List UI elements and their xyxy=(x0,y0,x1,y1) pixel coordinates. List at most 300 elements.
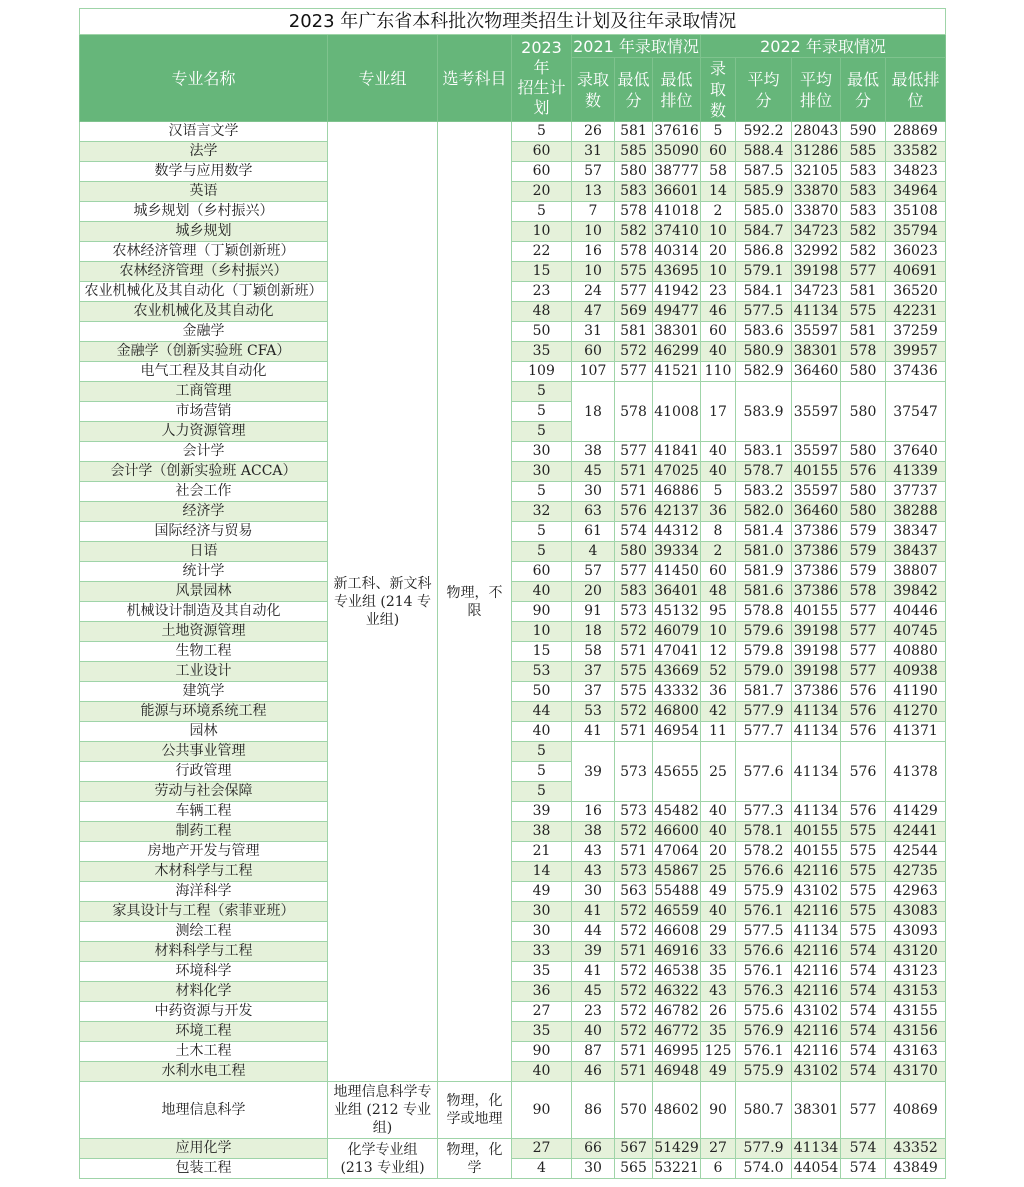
cell-2021-min-score: 574 xyxy=(615,522,653,542)
cell-2021-min-rank: 46600 xyxy=(653,822,701,842)
table-row xyxy=(80,902,946,922)
cell-2021-min-rank: 45482 xyxy=(653,802,701,822)
cell-2022-avg-score: 583.9 xyxy=(736,382,792,442)
cell-2022-avg-rank: 39198 xyxy=(792,642,841,662)
cell-2022-avg-rank: 31286 xyxy=(792,142,841,162)
cell-2022-admitted: 60 xyxy=(701,142,736,162)
cell-2022-min-rank: 35794 xyxy=(886,222,946,242)
cell-major: 城乡规划（乡村振兴） xyxy=(80,202,328,222)
cell-2022-min-rank: 42544 xyxy=(886,842,946,862)
cell-2022-avg-score: 586.8 xyxy=(736,242,792,262)
cell-2021-min-rank: 46538 xyxy=(653,962,701,982)
cell-plan-2023: 5 xyxy=(512,122,572,142)
table-row xyxy=(80,662,946,682)
cell-2022-min-score: 576 xyxy=(841,722,886,742)
header-major: 专业名称 xyxy=(80,35,328,122)
table-row xyxy=(80,842,946,862)
cell-2022-avg-rank: 41134 xyxy=(792,802,841,822)
cell-2021-min-rank: 46995 xyxy=(653,1042,701,1062)
cell-2021-admitted: 45 xyxy=(572,982,615,1002)
cell-2021-admitted: 18 xyxy=(572,382,615,442)
cell-2022-min-rank: 41371 xyxy=(886,722,946,742)
cell-plan-2023: 39 xyxy=(512,802,572,822)
cell-2022-min-score: 574 xyxy=(841,1002,886,1022)
cell-major: 统计学 xyxy=(80,562,328,582)
cell-2022-avg-score: 588.4 xyxy=(736,142,792,162)
cell-2022-avg-score: 583.1 xyxy=(736,442,792,462)
cell-2022-min-rank: 43093 xyxy=(886,922,946,942)
table-row xyxy=(80,542,946,562)
cell-2021-min-rank: 43669 xyxy=(653,662,701,682)
table-row xyxy=(80,1002,946,1022)
cell-2021-min-score: 572 xyxy=(615,902,653,922)
cell-major: 电气工程及其自动化 xyxy=(80,362,328,382)
cell-major: 日语 xyxy=(80,542,328,562)
cell-2022-avg-rank: 32992 xyxy=(792,242,841,262)
cell-2021-min-score: 572 xyxy=(615,622,653,642)
cell-2022-min-rank: 41378 xyxy=(886,742,946,802)
cell-plan-2023: 5 xyxy=(512,422,572,442)
cell-2022-min-score: 574 xyxy=(841,1022,886,1042)
cell-2022-min-rank: 40691 xyxy=(886,262,946,282)
cell-2022-avg-rank: 43102 xyxy=(792,1062,841,1082)
cell-2022-admitted: 40 xyxy=(701,802,736,822)
cell-2021-min-score: 573 xyxy=(615,602,653,622)
cell-2021-min-score: 581 xyxy=(615,122,653,142)
cell-2022-min-score: 579 xyxy=(841,562,886,582)
cell-2022-admitted: 125 xyxy=(701,1042,736,1062)
cell-2022-admitted: 14 xyxy=(701,182,736,202)
table-row xyxy=(80,802,946,822)
cell-2021-admitted: 41 xyxy=(572,722,615,742)
cell-plan-2023: 60 xyxy=(512,562,572,582)
cell-2022-avg-score: 584.1 xyxy=(736,282,792,302)
table-row xyxy=(80,242,946,262)
cell-2021-admitted: 38 xyxy=(572,822,615,842)
cell-2021-admitted: 10 xyxy=(572,262,615,282)
cell-2021-admitted: 13 xyxy=(572,182,615,202)
table-row xyxy=(80,322,946,342)
cell-major: 制药工程 xyxy=(80,822,328,842)
cell-2022-avg-rank: 41134 xyxy=(792,922,841,942)
cell-2022-admitted: 10 xyxy=(701,222,736,242)
table-row xyxy=(80,642,946,662)
cell-major: 包装工程 xyxy=(80,1159,328,1179)
cell-2022-avg-rank: 34723 xyxy=(792,222,841,242)
table-row xyxy=(80,822,946,842)
cell-plan-2023: 35 xyxy=(512,342,572,362)
cell-2021-admitted: 20 xyxy=(572,582,615,602)
table-row xyxy=(80,302,946,322)
admission-table-container xyxy=(79,8,945,1179)
cell-2021-admitted: 39 xyxy=(572,942,615,962)
cell-plan-2023: 50 xyxy=(512,322,572,342)
cell-2021-min-score: 572 xyxy=(615,1022,653,1042)
cell-2022-avg-rank: 36460 xyxy=(792,502,841,522)
header-2022: 2022 年录取情况 xyxy=(701,35,946,58)
cell-2022-avg-score: 592.2 xyxy=(736,122,792,142)
cell-major: 农林经济管理（乡村振兴） xyxy=(80,262,328,282)
cell-major: 行政管理 xyxy=(80,762,328,782)
cell-2021-min-score: 578 xyxy=(615,202,653,222)
cell-2021-min-rank: 39334 xyxy=(653,542,701,562)
cell-2021-min-score: 572 xyxy=(615,982,653,1002)
cell-2022-min-rank: 43170 xyxy=(886,1062,946,1082)
cell-2021-min-rank: 46559 xyxy=(653,902,701,922)
cell-2022-admitted: 52 xyxy=(701,662,736,682)
cell-2022-min-score: 580 xyxy=(841,382,886,442)
cell-2021-min-score: 585 xyxy=(615,142,653,162)
cell-subjects: 物理，不限 xyxy=(438,122,512,1082)
cell-plan-2023: 30 xyxy=(512,902,572,922)
cell-major: 工业设计 xyxy=(80,662,328,682)
cell-2021-admitted: 37 xyxy=(572,682,615,702)
cell-2022-min-score: 577 xyxy=(841,262,886,282)
cell-2021-admitted: 18 xyxy=(572,622,615,642)
cell-2022-min-rank: 41270 xyxy=(886,702,946,722)
cell-2022-min-rank: 41339 xyxy=(886,462,946,482)
cell-major: 农林经济管理（丁颖创新班） xyxy=(80,242,328,262)
cell-plan-2023: 90 xyxy=(512,1042,572,1062)
cell-plan-2023: 10 xyxy=(512,622,572,642)
cell-2021-admitted: 87 xyxy=(572,1042,615,1062)
cell-2021-admitted: 38 xyxy=(572,442,615,462)
cell-2022-min-rank: 35108 xyxy=(886,202,946,222)
cell-major: 水利水电工程 xyxy=(80,1062,328,1082)
cell-2022-avg-score: 583.6 xyxy=(736,322,792,342)
cell-2021-admitted: 86 xyxy=(572,1082,615,1139)
cell-plan-2023: 5 xyxy=(512,542,572,562)
cell-2021-min-rank: 41008 xyxy=(653,382,701,442)
cell-2022-admitted: 12 xyxy=(701,642,736,662)
cell-2022-avg-rank: 41134 xyxy=(792,702,841,722)
cell-2022-avg-rank: 40155 xyxy=(792,602,841,622)
cell-2022-min-score: 574 xyxy=(841,1062,886,1082)
cell-2021-min-score: 571 xyxy=(615,1042,653,1062)
cell-2021-admitted: 57 xyxy=(572,162,615,182)
cell-2022-min-rank: 40938 xyxy=(886,662,946,682)
cell-2021-admitted: 57 xyxy=(572,562,615,582)
cell-2021-min-rank: 37616 xyxy=(653,122,701,142)
cell-2021-admitted: 30 xyxy=(572,1159,615,1179)
table-row xyxy=(80,262,946,282)
cell-2022-min-score: 576 xyxy=(841,802,886,822)
cell-2022-min-score: 577 xyxy=(841,642,886,662)
cell-major: 环境科学 xyxy=(80,962,328,982)
cell-2022-admitted: 10 xyxy=(701,622,736,642)
cell-2022-min-score: 574 xyxy=(841,942,886,962)
cell-2022-admitted: 43 xyxy=(701,982,736,1002)
cell-2021-min-rank: 46079 xyxy=(653,622,701,642)
header-2022-min-score: 最低 分 xyxy=(841,58,886,122)
cell-2022-min-rank: 43156 xyxy=(886,1022,946,1042)
cell-major: 法学 xyxy=(80,142,328,162)
header-2022-avg-score: 平均 分 xyxy=(736,58,792,122)
cell-2022-admitted: 36 xyxy=(701,682,736,702)
cell-plan-2023: 14 xyxy=(512,862,572,882)
cell-2022-admitted: 6 xyxy=(701,1159,736,1179)
cell-2021-min-score: 565 xyxy=(615,1159,653,1179)
table-row xyxy=(80,702,946,722)
cell-2021-min-rank: 41521 xyxy=(653,362,701,382)
cell-2022-avg-rank: 41134 xyxy=(792,1139,841,1159)
cell-2022-avg-score: 581.7 xyxy=(736,682,792,702)
cell-2022-admitted: 8 xyxy=(701,522,736,542)
cell-major: 社会工作 xyxy=(80,482,328,502)
cell-2022-avg-score: 576.6 xyxy=(736,862,792,882)
cell-plan-2023: 5 xyxy=(512,202,572,222)
cell-2021-admitted: 66 xyxy=(572,1139,615,1159)
table-row xyxy=(80,122,946,142)
cell-2022-min-rank: 37436 xyxy=(886,362,946,382)
cell-2021-admitted: 58 xyxy=(572,642,615,662)
cell-2022-admitted: 60 xyxy=(701,322,736,342)
cell-2022-admitted: 33 xyxy=(701,942,736,962)
header-plan-2023: 2023 年 招生计 划 xyxy=(512,35,572,122)
cell-2022-admitted: 26 xyxy=(701,1002,736,1022)
cell-2022-min-rank: 28869 xyxy=(886,122,946,142)
cell-plan-2023: 40 xyxy=(512,722,572,742)
cell-2021-min-score: 567 xyxy=(615,1139,653,1159)
cell-2022-avg-score: 575.9 xyxy=(736,882,792,902)
cell-2021-min-score: 578 xyxy=(615,382,653,442)
cell-2021-min-rank: 38301 xyxy=(653,322,701,342)
table-row xyxy=(80,1022,946,1042)
cell-2021-min-score: 577 xyxy=(615,442,653,462)
cell-2022-avg-score: 581.9 xyxy=(736,562,792,582)
cell-2022-min-rank: 42735 xyxy=(886,862,946,882)
cell-2021-min-rank: 36601 xyxy=(653,182,701,202)
cell-2021-min-rank: 46916 xyxy=(653,942,701,962)
cell-2021-min-rank: 46608 xyxy=(653,922,701,942)
cell-2021-min-score: 577 xyxy=(615,282,653,302)
cell-major: 公共事业管理 xyxy=(80,742,328,762)
cell-major: 车辆工程 xyxy=(80,802,328,822)
cell-2022-min-score: 575 xyxy=(841,302,886,322)
cell-plan-2023: 60 xyxy=(512,142,572,162)
cell-major: 汉语言文学 xyxy=(80,122,328,142)
cell-2022-avg-score: 580.7 xyxy=(736,1082,792,1139)
cell-2022-avg-score: 578.7 xyxy=(736,462,792,482)
cell-major: 房地产开发与管理 xyxy=(80,842,328,862)
table-row xyxy=(80,442,946,462)
cell-2022-min-score: 577 xyxy=(841,622,886,642)
cell-2022-avg-score: 579.6 xyxy=(736,622,792,642)
cell-2022-min-score: 583 xyxy=(841,182,886,202)
cell-2022-min-score: 582 xyxy=(841,242,886,262)
cell-2021-min-score: 583 xyxy=(615,182,653,202)
cell-2022-min-score: 583 xyxy=(841,162,886,182)
cell-major: 材料科学与工程 xyxy=(80,942,328,962)
cell-2021-min-rank: 46954 xyxy=(653,722,701,742)
cell-2022-admitted: 42 xyxy=(701,702,736,722)
cell-2021-min-rank: 46299 xyxy=(653,342,701,362)
cell-2022-min-score: 574 xyxy=(841,982,886,1002)
cell-2022-avg-score: 576.3 xyxy=(736,982,792,1002)
table-row xyxy=(80,1159,946,1179)
cell-plan-2023: 5 xyxy=(512,782,572,802)
cell-2021-min-score: 571 xyxy=(615,722,653,742)
cell-2022-avg-score: 577.7 xyxy=(736,722,792,742)
cell-2022-min-rank: 33582 xyxy=(886,142,946,162)
cell-2022-min-score: 580 xyxy=(841,362,886,382)
table-row xyxy=(80,202,946,222)
cell-2022-avg-rank: 42116 xyxy=(792,962,841,982)
cell-major-group: 化学专业组 (213 专业组) xyxy=(328,1139,438,1179)
cell-2022-min-rank: 41190 xyxy=(886,682,946,702)
table-row xyxy=(80,622,946,642)
cell-2022-avg-score: 584.7 xyxy=(736,222,792,242)
cell-2021-min-score: 572 xyxy=(615,702,653,722)
cell-2021-min-score: 572 xyxy=(615,1002,653,1022)
cell-2021-admitted: 10 xyxy=(572,222,615,242)
table-body xyxy=(80,122,946,1179)
cell-plan-2023: 53 xyxy=(512,662,572,682)
cell-2021-min-rank: 38777 xyxy=(653,162,701,182)
cell-plan-2023: 20 xyxy=(512,182,572,202)
cell-major: 市场营销 xyxy=(80,402,328,422)
cell-plan-2023: 40 xyxy=(512,582,572,602)
cell-2021-min-rank: 49477 xyxy=(653,302,701,322)
cell-2021-min-rank: 42137 xyxy=(653,502,701,522)
cell-2021-min-rank: 46772 xyxy=(653,1022,701,1042)
cell-plan-2023: 22 xyxy=(512,242,572,262)
cell-plan-2023: 40 xyxy=(512,1062,572,1082)
cell-2022-avg-rank: 32105 xyxy=(792,162,841,182)
header-2021-admitted: 录取 数 xyxy=(572,58,615,122)
cell-major: 环境工程 xyxy=(80,1022,328,1042)
table-row xyxy=(80,342,946,362)
cell-2022-min-score: 578 xyxy=(841,342,886,362)
cell-2021-admitted: 16 xyxy=(572,802,615,822)
cell-2022-min-rank: 43352 xyxy=(886,1139,946,1159)
table-row xyxy=(80,502,946,522)
table-row xyxy=(80,282,946,302)
cell-2022-min-rank: 42441 xyxy=(886,822,946,842)
cell-2022-min-rank: 34823 xyxy=(886,162,946,182)
cell-2022-min-rank: 38437 xyxy=(886,542,946,562)
cell-plan-2023: 5 xyxy=(512,382,572,402)
cell-major: 生物工程 xyxy=(80,642,328,662)
cell-2022-min-score: 574 xyxy=(841,1042,886,1062)
cell-2022-min-rank: 34964 xyxy=(886,182,946,202)
cell-2022-admitted: 40 xyxy=(701,462,736,482)
admission-table xyxy=(79,8,946,1179)
cell-2022-admitted: 36 xyxy=(701,502,736,522)
table-row xyxy=(80,222,946,242)
table-row xyxy=(80,962,946,982)
cell-major: 经济学 xyxy=(80,502,328,522)
cell-2022-min-rank: 43120 xyxy=(886,942,946,962)
cell-2022-min-score: 579 xyxy=(841,522,886,542)
cell-plan-2023: 30 xyxy=(512,442,572,462)
cell-2021-min-rank: 46886 xyxy=(653,482,701,502)
cell-subjects: 物理，化学或地理 xyxy=(438,1082,512,1139)
cell-2021-admitted: 40 xyxy=(572,1022,615,1042)
cell-2022-min-score: 585 xyxy=(841,142,886,162)
cell-2021-min-score: 571 xyxy=(615,942,653,962)
cell-2021-admitted: 24 xyxy=(572,282,615,302)
cell-plan-2023: 90 xyxy=(512,602,572,622)
cell-2021-min-score: 572 xyxy=(615,922,653,942)
table-row xyxy=(80,602,946,622)
cell-2022-avg-score: 582.0 xyxy=(736,502,792,522)
cell-2021-min-score: 576 xyxy=(615,502,653,522)
cell-2022-min-score: 574 xyxy=(841,1159,886,1179)
cell-major: 土地资源管理 xyxy=(80,622,328,642)
cell-2022-avg-rank: 44054 xyxy=(792,1159,841,1179)
cell-2022-avg-score: 580.9 xyxy=(736,342,792,362)
header-2021-min-score: 最低 分 xyxy=(615,58,653,122)
cell-2022-min-score: 580 xyxy=(841,502,886,522)
cell-2021-min-score: 571 xyxy=(615,1062,653,1082)
table-row xyxy=(80,382,946,402)
cell-2022-avg-rank: 38301 xyxy=(792,1082,841,1139)
cell-2021-min-score: 580 xyxy=(615,162,653,182)
cell-2021-min-rank: 53221 xyxy=(653,1159,701,1179)
cell-plan-2023: 23 xyxy=(512,282,572,302)
cell-2022-min-score: 574 xyxy=(841,962,886,982)
cell-2021-min-rank: 36401 xyxy=(653,582,701,602)
cell-2022-admitted: 40 xyxy=(701,822,736,842)
cell-plan-2023: 5 xyxy=(512,762,572,782)
cell-2021-min-rank: 46800 xyxy=(653,702,701,722)
cell-2022-avg-score: 581.6 xyxy=(736,582,792,602)
cell-2022-avg-score: 587.5 xyxy=(736,162,792,182)
cell-2022-admitted: 2 xyxy=(701,202,736,222)
table-row xyxy=(80,182,946,202)
cell-2021-min-rank: 47041 xyxy=(653,642,701,662)
cell-2022-avg-rank: 28043 xyxy=(792,122,841,142)
cell-2022-min-score: 575 xyxy=(841,922,886,942)
cell-2022-avg-rank: 37386 xyxy=(792,582,841,602)
cell-plan-2023: 35 xyxy=(512,962,572,982)
cell-2021-min-rank: 41942 xyxy=(653,282,701,302)
cell-2022-avg-score: 582.9 xyxy=(736,362,792,382)
cell-2022-min-rank: 36520 xyxy=(886,282,946,302)
cell-2022-avg-score: 575.6 xyxy=(736,1002,792,1022)
cell-2022-admitted: 35 xyxy=(701,1022,736,1042)
cell-2022-avg-rank: 37386 xyxy=(792,562,841,582)
cell-major: 国际经济与贸易 xyxy=(80,522,328,542)
cell-major: 劳动与社会保障 xyxy=(80,782,328,802)
cell-2022-min-rank: 43123 xyxy=(886,962,946,982)
cell-2021-min-rank: 46782 xyxy=(653,1002,701,1022)
cell-2022-min-rank: 38807 xyxy=(886,562,946,582)
cell-2021-min-rank: 43332 xyxy=(653,682,701,702)
cell-2022-avg-rank: 42116 xyxy=(792,982,841,1002)
cell-2021-min-score: 573 xyxy=(615,802,653,822)
cell-major: 地理信息科学 xyxy=(80,1082,328,1139)
cell-2022-avg-score: 577.5 xyxy=(736,302,792,322)
cell-2021-min-score: 573 xyxy=(615,742,653,802)
cell-major: 数学与应用数学 xyxy=(80,162,328,182)
cell-2021-min-rank: 46948 xyxy=(653,1062,701,1082)
cell-2021-min-rank: 35090 xyxy=(653,142,701,162)
cell-major: 测绘工程 xyxy=(80,922,328,942)
cell-plan-2023: 49 xyxy=(512,882,572,902)
cell-2021-min-score: 581 xyxy=(615,322,653,342)
cell-2022-min-rank: 40446 xyxy=(886,602,946,622)
cell-2022-avg-rank: 42116 xyxy=(792,862,841,882)
cell-2022-avg-rank: 43102 xyxy=(792,1002,841,1022)
cell-2022-admitted: 90 xyxy=(701,1082,736,1139)
cell-2021-min-rank: 43695 xyxy=(653,262,701,282)
cell-2022-avg-rank: 40155 xyxy=(792,822,841,842)
cell-2022-avg-rank: 33870 xyxy=(792,202,841,222)
cell-plan-2023: 48 xyxy=(512,302,572,322)
cell-subjects: 物理，化学 xyxy=(438,1139,512,1179)
